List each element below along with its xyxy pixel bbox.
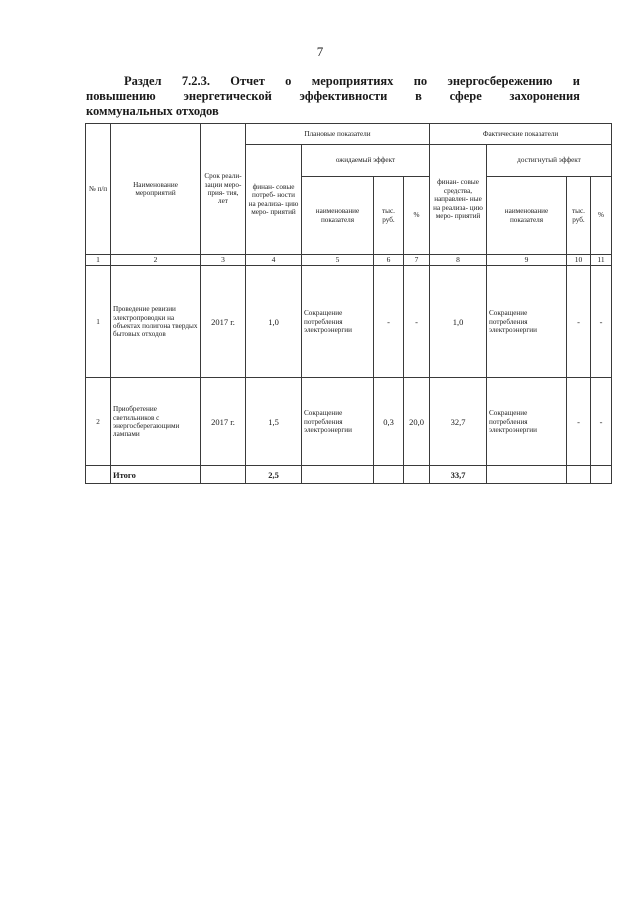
column-number: 7 xyxy=(404,255,430,266)
header-actual-financing: финан- совые средства, направлен- ные на реализа- цию меро- приятий xyxy=(430,145,487,255)
heading-word: о xyxy=(285,74,292,88)
page-number: 7 xyxy=(316,44,324,59)
column-numbers-row xyxy=(86,255,612,266)
heading-word: эффективности xyxy=(299,89,388,103)
cell-empty xyxy=(591,466,612,484)
header-expected-effect: ожидаемый эффект xyxy=(302,145,430,177)
cell-name: Проведение ревизии электропроводки на объектах полигона твердых бытовых отходов xyxy=(111,266,201,378)
heading-word: Отчет xyxy=(230,74,265,88)
cell-actual-financing: 1,0 xyxy=(430,266,487,378)
total-row xyxy=(86,466,612,484)
cell-empty xyxy=(404,466,430,484)
cell-period: 2017 г. xyxy=(201,266,246,378)
cell-empty xyxy=(567,466,591,484)
cell-num: 1 xyxy=(86,266,111,378)
heading-word: захоронения xyxy=(509,89,580,103)
column-number: 10 xyxy=(567,255,591,266)
header-planned-financing: финан- совые потреб- ности на реализа- цию меро- приятий xyxy=(246,145,302,255)
cell-empty xyxy=(487,466,567,484)
cell-planned-financing: 1,0 xyxy=(246,266,302,378)
header-effect-name: наименование показателя xyxy=(302,177,374,255)
heading-word: по xyxy=(413,74,428,88)
header-num: № п/п xyxy=(86,124,111,255)
heading-word: и xyxy=(572,74,580,88)
cell-achieved-percent: - xyxy=(591,266,612,378)
cell-effect-thousand-rub: 0,3 xyxy=(374,378,404,466)
cell-planned-financing: 1,5 xyxy=(246,378,302,466)
heading-word: энергосбережению xyxy=(447,74,553,88)
column-number: 1 xyxy=(86,255,111,266)
cell-actual-financing: 32,7 xyxy=(430,378,487,466)
header-achieved-thousand-rub: тыс. руб. xyxy=(567,177,591,255)
heading-word: повышению xyxy=(86,89,156,103)
heading-word: 7.2.3. xyxy=(181,74,210,88)
report-table xyxy=(85,123,612,484)
header-period: Срок реали- зации меро- прия- тия, лет xyxy=(201,124,246,255)
heading-line-3: коммунальных отходов xyxy=(86,104,219,118)
cell-achieved-name: Сокращение потребления электроэнергии xyxy=(487,266,567,378)
column-number: 11 xyxy=(591,255,612,266)
header-name: Наименование мероприятий xyxy=(111,124,201,255)
heading-word: мероприятиях xyxy=(311,74,394,88)
header-planned-group: Плановые показатели xyxy=(246,124,430,145)
total-label: Итого xyxy=(111,466,201,484)
cell-empty xyxy=(374,466,404,484)
total-actual-financing: 33,7 xyxy=(430,466,487,484)
section-heading xyxy=(86,74,580,119)
column-number: 3 xyxy=(201,255,246,266)
cell-name: Приобретение светильников с энергосберегающими лампами xyxy=(111,378,201,466)
column-number: 4 xyxy=(246,255,302,266)
cell-achieved-thousand-rub: - xyxy=(567,378,591,466)
table-row xyxy=(86,266,612,378)
cell-empty xyxy=(201,466,246,484)
total-planned-financing: 2,5 xyxy=(246,466,302,484)
column-number: 8 xyxy=(430,255,487,266)
cell-period: 2017 г. xyxy=(201,378,246,466)
cell-empty xyxy=(86,466,111,484)
column-number: 6 xyxy=(374,255,404,266)
heading-word: в xyxy=(415,89,422,103)
cell-num: 2 xyxy=(86,378,111,466)
table-row xyxy=(86,378,612,466)
cell-effect-percent: - xyxy=(404,266,430,378)
cell-achieved-name: Сокращение потребления электроэнергии xyxy=(487,378,567,466)
cell-empty xyxy=(302,466,374,484)
header-percent: % xyxy=(404,177,430,255)
column-number: 5 xyxy=(302,255,374,266)
header-row-1 xyxy=(86,124,612,145)
cell-achieved-thousand-rub: - xyxy=(567,266,591,378)
cell-achieved-percent: - xyxy=(591,378,612,466)
heading-word: энергетической xyxy=(183,89,272,103)
cell-effect-thousand-rub: - xyxy=(374,266,404,378)
column-number: 9 xyxy=(487,255,567,266)
cell-effect-name: Сокращение потребления электроэнергии xyxy=(302,266,374,378)
column-number: 2 xyxy=(111,255,201,266)
heading-line-1 xyxy=(86,74,580,89)
header-thousand-rub: тыс. руб. xyxy=(374,177,404,255)
heading-word: сфере xyxy=(449,89,482,103)
header-achieved-percent: % xyxy=(591,177,612,255)
heading-word: Раздел xyxy=(124,74,162,88)
header-achieved-effect: достигнутый эффект xyxy=(487,145,612,177)
cell-effect-percent: 20,0 xyxy=(404,378,430,466)
header-achieved-name: наименование показателя xyxy=(487,177,567,255)
heading-line-2 xyxy=(86,89,580,104)
cell-effect-name: Сокращение потребления электроэнергии xyxy=(302,378,374,466)
header-actual-group: Фактические показатели xyxy=(430,124,612,145)
